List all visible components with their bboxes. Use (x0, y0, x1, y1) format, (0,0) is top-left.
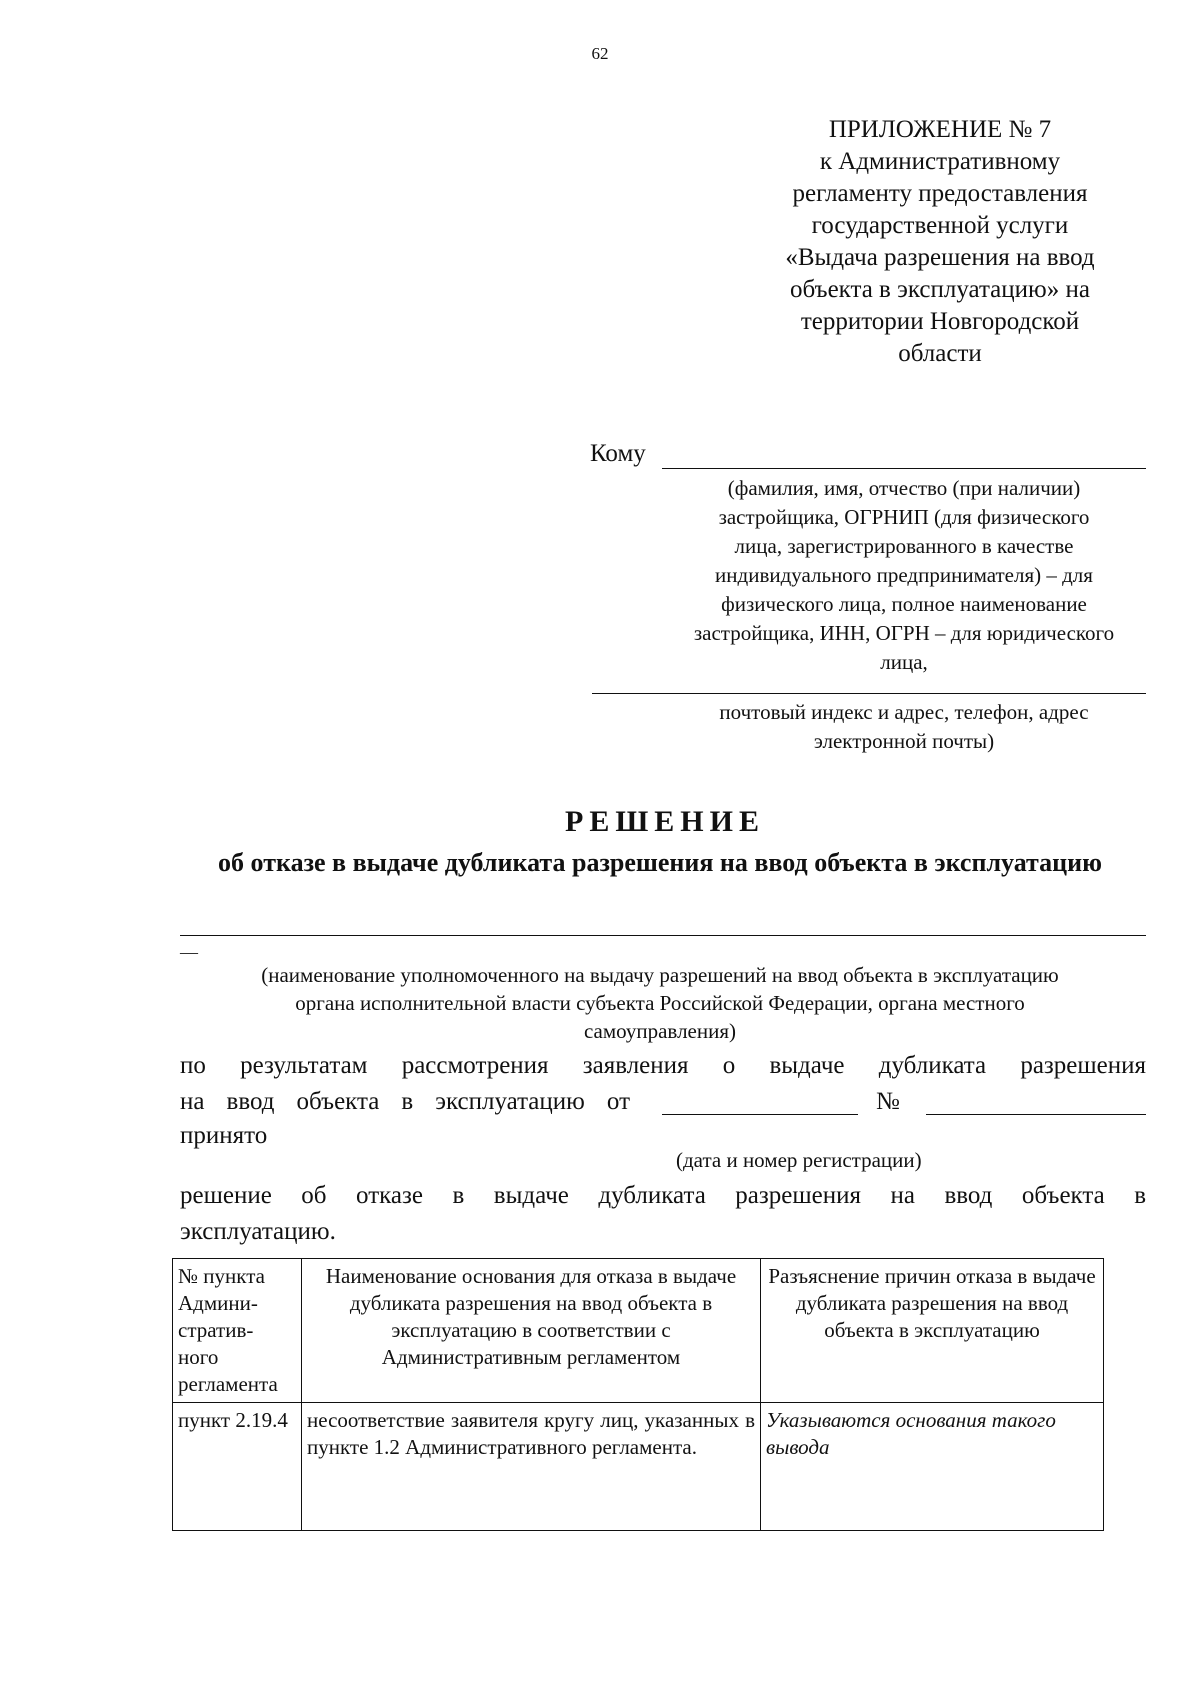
body-line-1: по результатам рассмотрения заявления о выдаче дубликата разрешения (180, 1052, 1146, 1079)
header-cell-ground: Наименование основания для отказа в выдаче дубликата разрешения на ввод объекта в эксплуатацию в соответствии с Административным регламентом (302, 1259, 761, 1403)
recipient-hint (652, 474, 1156, 677)
body-line-2-prefix: на ввод объекта в эксплуатацию от (180, 1088, 630, 1115)
body-line-5: эксплуатацию. (180, 1218, 336, 1245)
recipient-hint-line: индивидуального предпринимателя) – для (715, 563, 1093, 587)
registration-hint: (дата и номер регистрации) (676, 1148, 922, 1172)
recipient-name-line (662, 468, 1146, 469)
application-date-line (662, 1114, 858, 1115)
appendix-line: регламенту предоставления (792, 180, 1088, 207)
authority-hint-line: самоуправления) (583, 1019, 736, 1043)
recipient-address-hint-line: электронной почты) (813, 729, 995, 753)
document-subtitle: об отказе в выдаче дубликата разрешения на ввод объекта в эксплуатацию (218, 848, 1102, 877)
row-cell-explanation: Указываются основания такого вывода (761, 1403, 1104, 1531)
appendix-header (740, 114, 1140, 370)
recipient-hint-line: лица, зарегистрированного в качестве (734, 534, 1074, 558)
document-title: РЕШЕНИЕ (565, 805, 765, 838)
appendix-line: государственной услуги (811, 212, 1069, 239)
recipient-address-hint (652, 698, 1156, 756)
recipient-hint-line: физического лица, полное наименование (721, 592, 1087, 616)
recipient-address-line (592, 693, 1146, 694)
authority-name-line (180, 935, 1146, 936)
table-row (173, 1403, 1104, 1531)
row-cell-clause: пункт 2.19.4 (173, 1403, 302, 1531)
row-cell-ground: несоответствие заявителя кругу лиц, указанных в пункте 1.2 Административного регламента. (302, 1403, 761, 1531)
appendix-line: объекта в эксплуатацию» на (790, 276, 1090, 303)
appendix-line: к Административному (819, 148, 1061, 175)
appendix-line: области (898, 340, 982, 367)
body-line-3: принято (180, 1122, 268, 1149)
recipient-hint-line: лица, (880, 650, 928, 674)
refusal-grounds-table (172, 1258, 1104, 1531)
authority-hint-line: (наименование уполномоченного на выдачу разрешений на ввод объекта в эксплуатацию (261, 963, 1059, 987)
recipient-address-hint-line: почтовый индекс и адрес, телефон, адрес (719, 700, 1089, 724)
authority-hint-line: органа исполнительной власти субъекта Российской Федерации, органа местного (295, 991, 1025, 1015)
authority-hint (180, 961, 1140, 1045)
authority-line-tail: — (180, 942, 198, 962)
number-sign: № (876, 1088, 900, 1115)
appendix-line: «Выдача разрешения на ввод (785, 244, 1095, 271)
appendix-line: территории Новгородской (800, 308, 1080, 335)
recipient-hint-line: (фамилия, имя, отчество (при наличии) (727, 476, 1081, 500)
recipient-hint-line: застройщика, ОГРНИП (для физического (718, 505, 1090, 529)
page-number: 62 (591, 44, 609, 63)
table-header-row (173, 1259, 1104, 1403)
header-cell-explanation: Разъяснение причин отказа в выдаче дубликата разрешения на ввод объекта в эксплуатацию (761, 1259, 1104, 1403)
appendix-line: ПРИЛОЖЕНИЕ № 7 (828, 116, 1052, 143)
body-line-4: решение об отказе в выдаче дубликата разрешения на ввод объекта в (180, 1182, 1146, 1209)
application-number-line (926, 1114, 1146, 1115)
header-cell-clause: № пункта Админи- стратив- ного регламента (173, 1259, 302, 1403)
recipient-hint-line: застройщика, ИНН, ОГРН – для юридического (693, 621, 1115, 645)
recipient-label: Кому (590, 440, 646, 467)
